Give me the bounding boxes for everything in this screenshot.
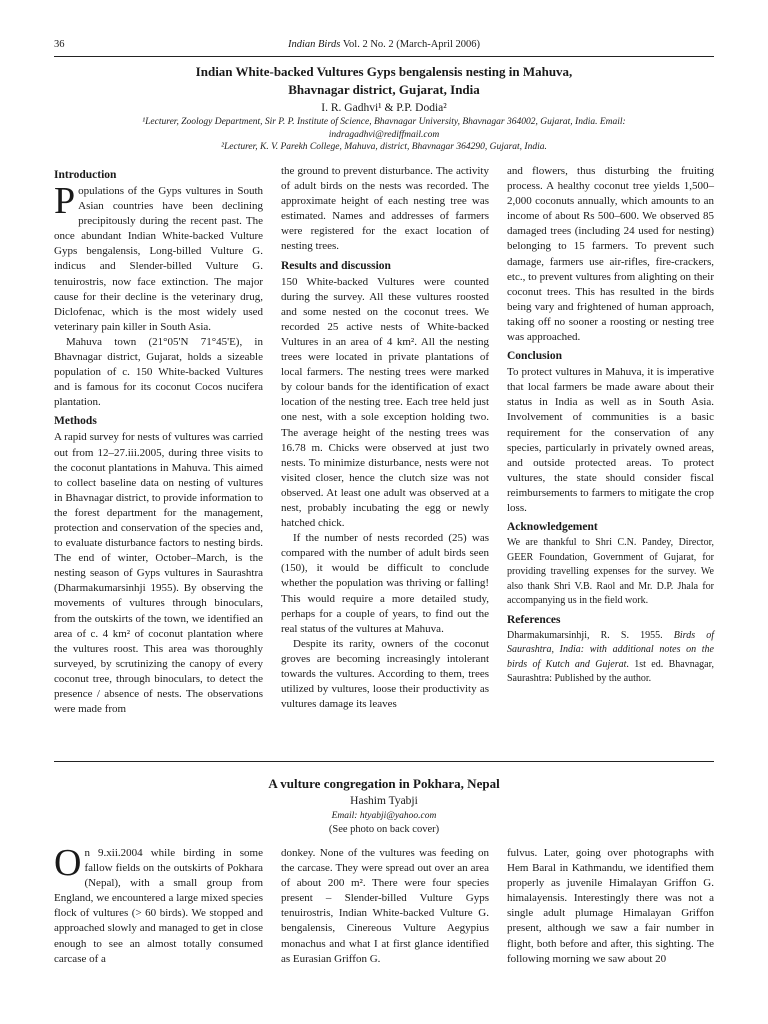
article2-column-3 [507, 846, 714, 967]
heading-conclusion: Conclusion [507, 350, 562, 363]
affiliation-2: ²Lecturer, K. V. Parekh College, Mahuva, district, Bhavnagar 364290, Gujarat, India. [221, 142, 547, 152]
heading-introduction: Introduction [54, 169, 117, 181]
intro-paragraph-1 [54, 180, 263, 335]
dropcap-p: P [54, 180, 76, 222]
article1-affiliations [54, 116, 714, 154]
journal-reference [54, 39, 714, 50]
article1-column-3 [507, 164, 714, 687]
header-rule [54, 56, 714, 57]
results-paragraph-3: Despite its rarity, owners of the coconut groves are becoming increasingly intolerant towards the vultures. According to them, trees utilized by vultures, loose their productivity as vultures damage its leaves [281, 637, 489, 711]
page-number: 36 [54, 39, 65, 50]
results-paragraph-continued: and flowers, thus disturbing the fruiting process. A healthy coconut tree yields 1,500–2,000 coconuts annually, which amounts to an income of about Rs 500–600. We observed 85 damaged trees (including 24 used for nesting) belonging to 15 farmers. To prevent such damage, farmers use air-rifles, fire-crackers, etc., to prevent vultures from alighting on their coconut trees. This has resulted in the birds being vary and frightened of human approach, taking off no sooner a roosting or nesting tree was approached. [507, 165, 714, 344]
conclusion-paragraph: To protect vultures in Mahuva, it is imperative that local farmers be made aware about their status in India as well as in South Asia. Involvement of communities is a basic requirement for the conservation of any species, particularly in privately owned areas, and outside protected areas. To protect vultures, the state should consider fiscal reimbursements to farmers to mitigate the crop loss. [507, 366, 714, 514]
reference-1 [507, 629, 714, 687]
results-paragraph-1: 150 White-backed Vultures were counted during the survey. All these vultures roosted and some nested on the coconut trees. We recorded 25 active nests of White-backed Vultures in an area of 4 km². All the nesting trees were located in private plantations of local farmers. The nesting trees were marked by colour bands for the identification of exact location of the nesting tree. Each tree held just one nest, with a sole exception holding two. The average height of the nesting trees was 16.78 m. Chicks were observed at just two nests. To minimize disturbance, nests were not visited closer, hence the clutch size was not observed. At least one adult was observed at a nest, probably incubating the egg or newly hatched chick. [281, 275, 489, 530]
article2-title: A vulture congregation in Pokhara, Nepal [268, 776, 500, 791]
journal-name: Indian Birds [287, 39, 341, 50]
article1-title-line2: Bhavnagar district, Gujarat, India [288, 82, 480, 97]
article2-paragraph-3: fulvus. Later, going over photographs with Hem Baral in Kathmandu, we identified them properly as juvenile Himalayan Griffon G. himalayensis. Interestingly there was not a single adult plumage Himalayan Griffon present, although we saw a fair number in flight, both before and after, this sighting. The following morning we saw about 20 [507, 847, 714, 965]
dropcap-o: O [54, 842, 82, 884]
article1-title [54, 63, 714, 99]
acknowledgement-paragraph: We are thankful to Shri C.N. Pandey, Director, GEER Foundation, Government of Gujarat, for providing travelling expenses for the survey. We also thank Shri V.B. Raol and Mr. D.P. Jhala for accompanying us in the field work. [507, 537, 714, 607]
article2-column-2 [281, 846, 489, 967]
intro-paragraph-2: Mahuva town (21°05'N 71°45'E), in Bhavnagar district, Gujarat, holds a sizeable population of c. 150 White-backed Vultures and is famous for its coconut Cocos nucifera plantation. [54, 335, 263, 409]
article1-title-line1: Indian White-backed Vultures Gyps bengalensis nesting in Mahuva, [195, 64, 573, 79]
reference-1-author: Dharmakumarsinhji, R. S. 1955. [507, 629, 674, 641]
article1-authors: I. R. Gadhvi¹ & P.P. Dodia² [321, 102, 447, 114]
article1-column-1 [54, 164, 263, 717]
article2-author: Hashim Tyabji [350, 795, 418, 807]
heading-results: Results and discussion [281, 259, 391, 272]
article2-column-1 [54, 842, 263, 967]
article2-paragraph-1-text: n 9.xii.2004 while birding in some fallow fields on the outskirts of Pokhara (Nepal), with a small group from England, we encountered a large mixed species flock of vultures (> 60 birds). We stopped and approached slowly and managed to get in close enough to see an almost totally consumed carcase of a [54, 847, 263, 965]
article2-email: Email: htyabji@yahoo.com [331, 811, 437, 821]
journal-volume: Vol. 2 No. 2 (March-April 2006) [342, 39, 480, 50]
intro-paragraph-1-text: opulations of the Gyps vultures in South Asian countries have been declining precipitously during the recent past. The once abundant Indian White-backed Vulture Gyps bengalensis, Long-billed Vulture G. indicus and Slender-billed Vulture G. tenuirostris, now face extinction. The major cause for their decline is the veterinary drug, Diclofenac, which is the most widely used veterinary pain killer in South Asia. [54, 185, 263, 333]
heading-methods: Methods [54, 415, 97, 428]
methods-paragraph-continued: the ground to prevent disturbance. The activity of adult birds on the nests was recorded. The approximate height of each nesting tree was estimated. Names and addresses of farmers were registered for the exact location of nesting trees. [281, 165, 489, 253]
article2-paragraph-2: donkey. None of the vultures was feeding on the carcase. They were spread out over an area of about 200 m². There were four species present – Slender-billed Vulture Gyps tenuirostris, Indian White-backed Vulture G. bengalensis, Cinereous Vulture Aegypius monachus and what I at first glance identified as Eurasian Griffon G. [281, 847, 489, 965]
article-separator-rule [54, 761, 714, 762]
article1-column-2 [281, 164, 489, 712]
affiliation-1: ¹Lecturer, Zoology Department, Sir P. P. Institute of Science, Bhavnagar University, Bhavnagar 364002, Gujarat, India. Email: [142, 117, 626, 127]
article2-paragraph-1 [54, 842, 263, 967]
heading-references: References [507, 613, 561, 626]
running-header [54, 39, 714, 55]
affiliation-1-email: indragadhvi@rediffmail.com [328, 129, 440, 140]
heading-acknowledgement: Acknowledgement [507, 521, 598, 534]
article2-photo-note: (See photo on back cover) [328, 824, 440, 835]
results-paragraph-2: If the number of nests recorded (25) was compared with the number of adult birds seen (150), it would be difficult to conclude whether the population was thriving or falling! This would require a more detailed study, perhaps for a couple of years, to find out the real status of the vultures at Mahuva. [281, 532, 489, 635]
reference-1-title: Birds of Saurashtra, India: with additional notes on the birds of Kutch and Gujerat [507, 629, 714, 670]
reference-1-publisher: . 1st ed. Bhavnagar, Saurashtra: Published by the author. [507, 658, 715, 685]
methods-paragraph-1: A rapid survey for nests of vultures was carried out from 12–27.iii.2005, during three visits to the coconut plantations in Mahuva. This aimed to collect baseline data on nesting of vultures in Bhavnagar district, to provide information to the forest department for the management, protection and conservation of the species and, to evaluate disturbance factors to nesting birds. The end of winter, October–March, is the nesting season of Gyps vultures in Saurashtra (Dharmakumarsinhji 1955). By observing the movements of vultures through binoculars, from the outskirts of the town, we identified an area of c. 4 km² of coconut plantation where the vultures roost. This area was thoroughly surveyed, by scrutinizing the canopy of every coconut tree, through binoculars, to detect the presence / absence of nests. The observations were made from [54, 431, 263, 716]
